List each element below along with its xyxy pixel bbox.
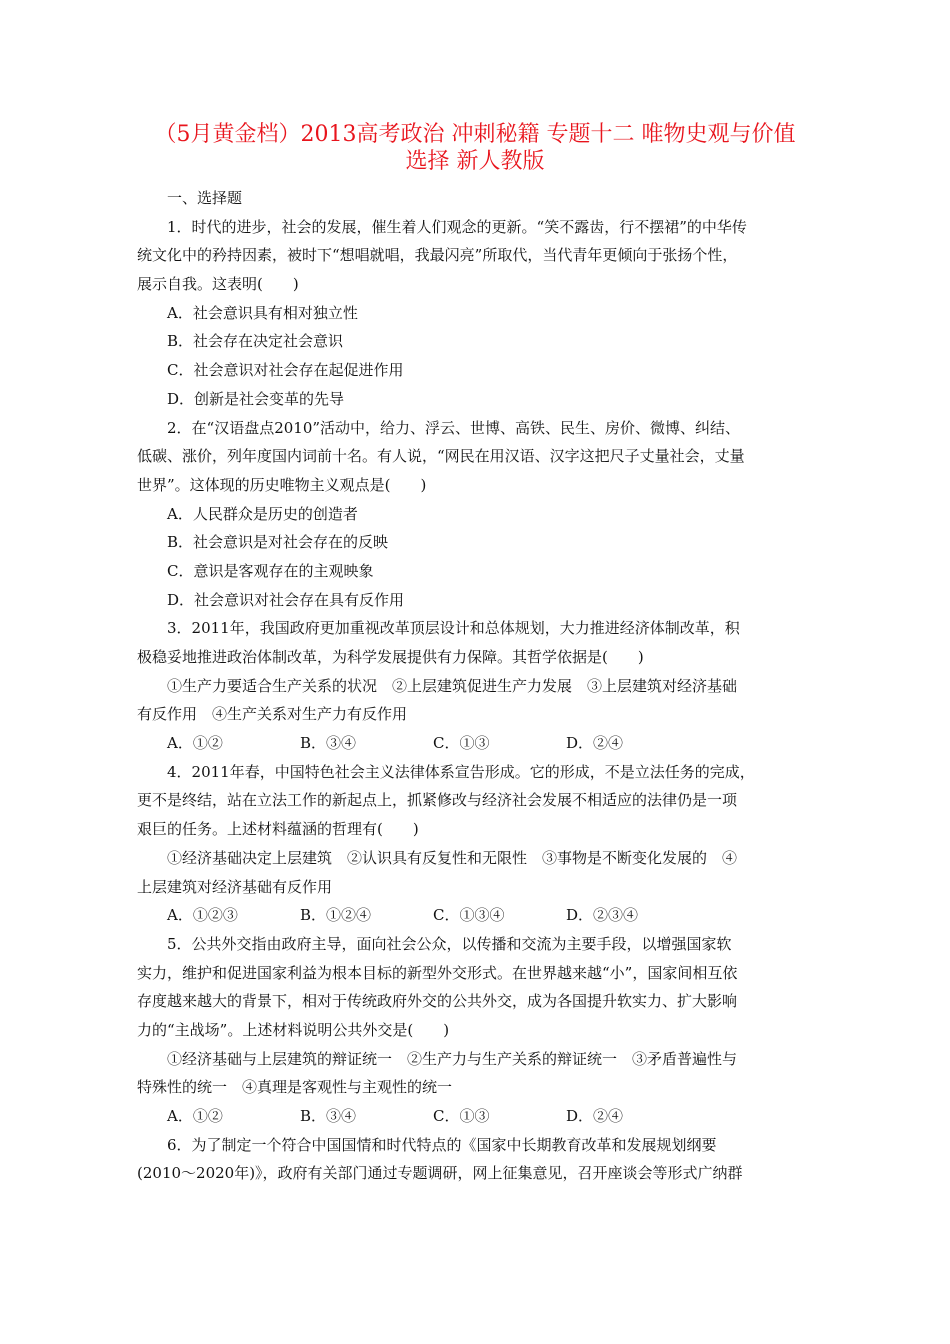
question-4-text: 艰巨的任务。上述材料蕴涵的哲理有( ) — [137, 820, 419, 839]
question-4-option-b: B．①②④ — [300, 906, 372, 925]
question-1-text: 统文化中的矜持因素，被时下“想唱就唱，我最闪亮”所取代，当代青年更倾向于张扬个性， — [137, 246, 738, 265]
document-title-line-1: （5月黄金档）2013高考政治 冲刺秘籍 专题十二 唯物史观与价值 — [154, 122, 796, 147]
question-3-option-c: C．①③ — [433, 734, 490, 753]
question-5-text: 力的“主战场”。上述材料说明公共外交是( ) — [137, 1020, 450, 1039]
question-5-text: 实力，维护和促进国家利益为根本目标的新型外交形式。在世界越来越“小”，国家间相互依 — [137, 963, 738, 982]
question-2-text: 低碳、涨价，列年度国内词前十名。有人说，“网民在用汉语、汉字这把尺子丈量社会，丈量 — [137, 447, 745, 466]
question-6-text: 6．为了制定一个符合中国国情和时代特点的《国家中长期教育改革和发展规划纲要 — [167, 1135, 717, 1154]
question-2-option-c: C．意识是客观存在的主观映象 — [167, 561, 374, 580]
question-3-option-b: B．③④ — [300, 734, 357, 753]
question-5-option-a: A．①② — [167, 1107, 223, 1125]
question-4-statements: ①经济基础决定上层建筑 ②认识具有反复性和无限性 ③事物是不断变化发展的 ④ — [167, 848, 738, 867]
question-2-option-b: B．社会意识是对社会存在的反映 — [167, 533, 389, 552]
question-4-text: 更不是终结，站在立法工作的新起点上，抓紧修改与经济社会发展不相适应的法律仍是一项 — [137, 791, 738, 810]
question-5-statements: 特殊性的统一 ④真理是客观性与主观性的统一 — [137, 1078, 453, 1097]
question-4-option-c: C．①③④ — [433, 906, 505, 925]
question-1-option-a: A．社会意识具有相对独立性 — [167, 303, 358, 322]
question-6-text: (2010～2020年)》，政府有关部门通过专题调研，网上征集意见，召开座谈会等形式广纳群 — [137, 1164, 743, 1183]
question-1-option-b: B．社会存在决定社会意识 — [167, 332, 344, 351]
question-1-text: 1．时代的进步，社会的发展，催生着人们观念的更新。“笑不露齿，行不摆裙”的中华传 — [167, 217, 747, 236]
question-5-option-c: C．①③ — [433, 1107, 490, 1125]
document-title-line-2: 选择 新人教版 — [405, 149, 545, 174]
question-5-options — [137, 1102, 817, 1131]
question-4-option-d: D．②③④ — [566, 906, 639, 925]
question-1-option-d: D．创新是社会变革的先导 — [167, 389, 345, 408]
question-4-option-a: A．①②③ — [167, 906, 238, 925]
question-3-text: 极稳妥地推进政治体制改革，为科学发展提供有力保障。其哲学依据是( ) — [137, 648, 644, 666]
question-5-text: 5．公共外交指由政府主导，面向社会公众，以传播和交流为主要手段，以增强国家软 — [167, 934, 732, 953]
question-3-statements: 有反作用 ④生产关系对生产力有反作用 — [137, 705, 408, 724]
question-3-statements: ①生产力要适合生产关系的状况 ②上层建筑促进生产力发展 ③上层建筑对经济基础 — [167, 676, 738, 695]
question-2-text: 世界”。这体现的历史唯物主义观点是( ) — [137, 475, 427, 494]
document-body — [137, 184, 817, 1188]
question-3-text: 3．2011年，我国政府更加重视改革顶层设计和总体规划，大力推进经济体制改革，积 — [167, 619, 740, 638]
question-2-option-a: A．人民群众是历史的创造者 — [167, 504, 358, 523]
question-1-text: 展示自我。这表明( ) — [137, 275, 299, 294]
question-4-statements: 上层建筑对经济基础有反作用 — [137, 877, 333, 896]
question-4-text: 4．2011年春，中国特色社会主义法律体系宣告形成。它的形成，不是立法任务的完成， — [167, 762, 755, 781]
question-3-option-a: A．①② — [167, 734, 223, 753]
question-3-options — [137, 729, 817, 758]
question-2-option-d: D．社会意识对社会存在具有反作用 — [167, 590, 405, 609]
question-2-text: 2．在“汉语盘点2010”活动中，给力、浮云、世博、高铁、民生、房价、微博、纠结、 — [167, 418, 741, 437]
question-1-option-c: C．社会意识对社会存在起促进作用 — [167, 361, 404, 380]
question-3-option-d: D．②④ — [566, 734, 624, 753]
question-5-statements: ①经济基础与上层建筑的辩证统一 ②生产力与生产关系的辩证统一 ③矛盾普遍性与 — [167, 1049, 738, 1068]
question-5-option-b: B．③④ — [300, 1107, 357, 1125]
question-4-options — [137, 901, 817, 930]
question-5-text: 存度越来越大的背景下，相对于传统政府外交的公共外交，成为各国提升软实力、扩大影响 — [137, 992, 738, 1011]
question-5-option-d: D．②④ — [566, 1107, 624, 1125]
section-heading: 一、选择题 — [167, 189, 243, 207]
